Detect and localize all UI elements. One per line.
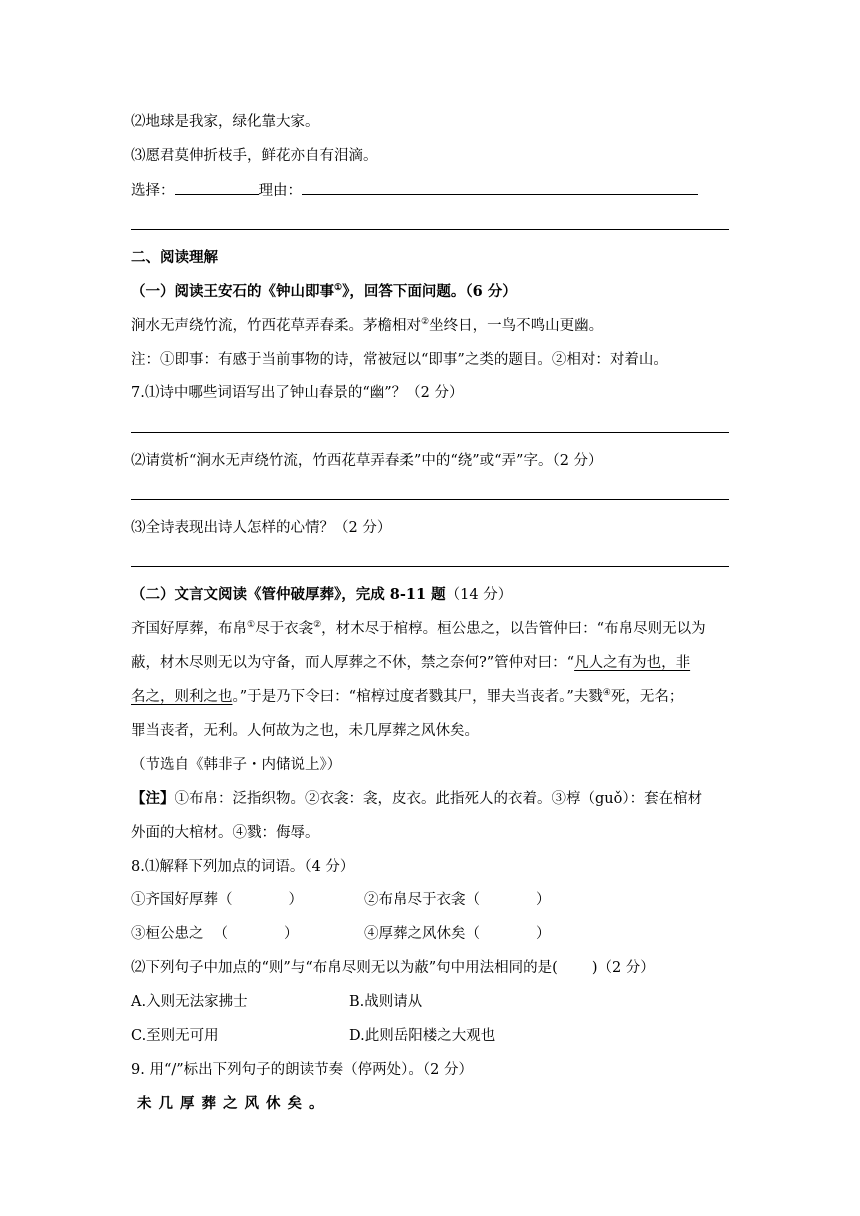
poem-note: 注：①即事：有感于当前事物的诗，常被冠以“即事”之类的题目。②相对：对着山。 [131, 352, 668, 368]
q8-row-2: ③桓公患之 （ ） ④厚葬之风休矣（ ） [131, 926, 551, 942]
q7-2: ⑵请赏析“涧水无声绕竹流，竹西花草弄春柔”中的“绕”或“弄”字。（2 分） [131, 453, 603, 469]
q6-item-3: ⑶愿君莫伸折枝手，鲜花亦自有泪滴。 [131, 148, 378, 164]
answer-rule[interactable] [131, 566, 729, 567]
poem-text: 涧水无声绕竹流，竹西花草弄春柔。茅檐相对②坐终日，一鸟不鸣山更幽。 [131, 317, 604, 334]
option-c[interactable]: C.至则无可用 [131, 1028, 219, 1044]
underlined-sentence: 名之，则利之也 [131, 689, 233, 705]
q8-2: ⑵下列句子中加点的“则”与“布帛尽则无以为蔽”句中用法相同的是( )（2 分） [131, 960, 655, 976]
q8-item-2: ②布帛尽于衣衾（ ） [364, 892, 551, 908]
passage-line-4: 罪当丧者，无利。人何故为之也，未几厚葬之风休矣。 [131, 723, 479, 739]
q8-item-3: ③桓公患之 [131, 926, 204, 942]
q9: 9. 用“/”标出下列句子的朗读节奏（停两处）。（2 分） [131, 1062, 473, 1078]
reason-blank[interactable] [302, 180, 698, 195]
q8-item-4: ④厚葬之风休矣（ ） [364, 926, 551, 942]
answer-rule[interactable] [131, 432, 729, 433]
part1-heading: （一）阅读王安石的《钟山即事①》，回答下面问题。（6 分） [131, 283, 517, 300]
q7-1: 7.⑴诗中哪些词语写出了钟山春景的“幽”？（2 分） [131, 385, 464, 401]
answer-rule[interactable] [131, 229, 729, 230]
q7-3: ⑶全诗表现出诗人怎样的心情？（2 分） [131, 520, 392, 536]
q8-item-1: ①齐国好厚葬（ [131, 892, 233, 908]
part2-heading: （二）文言文阅读《管仲破厚葬》，完成 8-11 题（14 分） [131, 586, 513, 603]
underlined-sentence: 凡人之有为也，非 [574, 655, 691, 671]
q6-item-2: ⑵地球是我家，绿化靠大家。 [131, 114, 320, 130]
options-row-1 [131, 992, 423, 1012]
passage-line-3: 名之，则利之也。”于是乃下令曰：“棺椁过度者戮其尸，罪夫当丧者。”夫戮④死，无名； [131, 688, 684, 705]
passage-note-1: 【注】①布帛：泛指织物。②衣衾：衾，皮衣。此指死人的衣着。③椁（guǒ）：套在棺材 [131, 790, 703, 807]
q9-sentence[interactable]: 未几厚葬之风休矣。 [137, 1095, 331, 1112]
q6-answer-line [131, 180, 698, 201]
passage-line-1: 齐国好厚葬，布帛①尽于衣衾②，材木尽于棺椁。桓公患之，以告管仲曰：“布帛尽则无以为 [131, 620, 706, 637]
option-a[interactable]: A.入则无法家拂士 [131, 994, 248, 1010]
passage-source: （节选自《韩非子・内储说上》） [131, 757, 342, 773]
passage-note-2: 外面的大棺材。④戮：侮辱。 [131, 825, 320, 841]
option-d[interactable]: D.此则岳阳楼之大观也 [349, 1028, 496, 1044]
option-b[interactable]: B.战则请从 [349, 994, 423, 1010]
section-title: 二、阅读理解 [131, 249, 218, 266]
answer-rule[interactable] [131, 499, 729, 500]
passage-line-2: 蔽，材木尽则无以为守备，而人厚葬之不休，禁之奈何?”管仲对曰：“凡人之有为也，非 [131, 655, 691, 671]
options-row-2 [131, 1026, 496, 1046]
q8-row-1: ①齐国好厚葬（ ） ②布帛尽于衣衾（ ） [131, 892, 551, 908]
select-blank[interactable] [175, 180, 259, 195]
q8-1: 8.⑴解释下列加点的词语。（4 分） [131, 859, 355, 875]
reason-label: 理由： [258, 183, 302, 199]
select-label: 选择： [131, 183, 175, 199]
